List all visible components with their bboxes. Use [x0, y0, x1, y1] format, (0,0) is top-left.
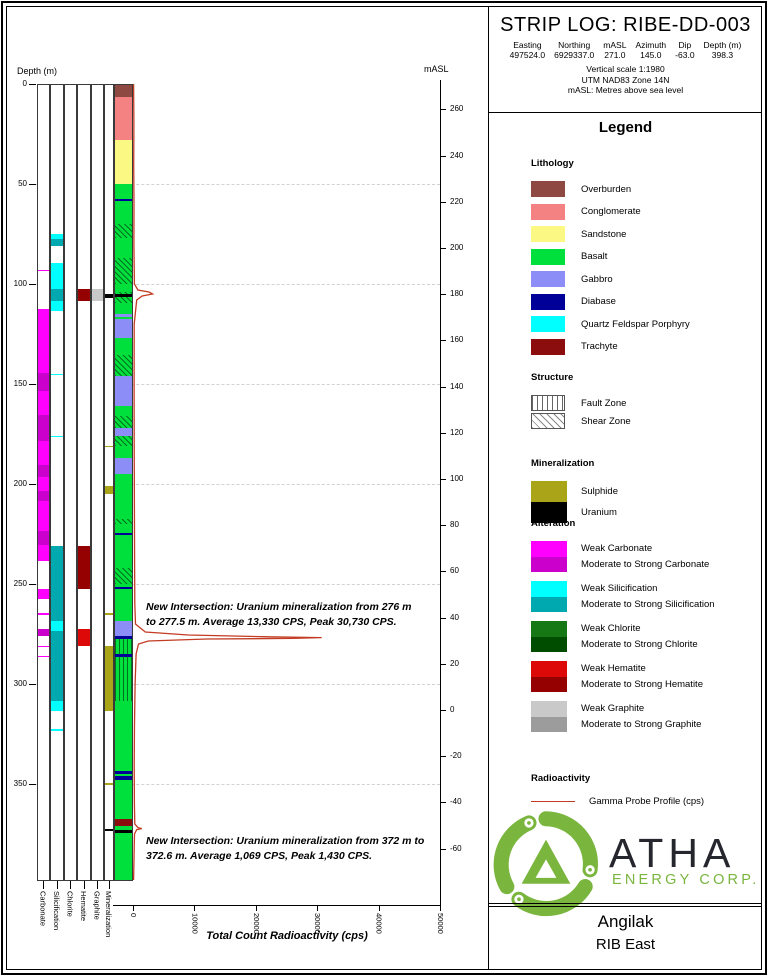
lithology-interval-basalt: [115, 284, 133, 292]
depth-tick: [29, 684, 36, 685]
lithology-interval-overburden: [115, 85, 133, 97]
column-label: Chlorite: [65, 891, 75, 917]
lithology-interval-basalt: [115, 238, 133, 258]
depth-tick-label: 350: [13, 779, 27, 788]
lithology-interval-basalt: [115, 657, 133, 701]
column-tick: [70, 881, 71, 889]
lithology-interval-basalt: [115, 224, 133, 238]
lithology-interval-basalt: [115, 303, 133, 314]
lithology-interval-gabbro: [115, 319, 133, 338]
collar-field: Easting 497524.0: [509, 40, 546, 60]
lithology-interval-basalt: [115, 184, 133, 199]
carbonate-interval: [38, 613, 50, 615]
legend-item-label: Gabbro: [581, 273, 613, 285]
lithology-interval-basalt: [115, 701, 133, 771]
area-name: RIB East: [595, 936, 656, 953]
masl-tick-label: 220: [450, 196, 464, 206]
footer-divider-1: [489, 903, 762, 904]
page-title: STRIP LOG: RIBE-DD-003: [500, 14, 751, 36]
column-tick: [43, 881, 44, 889]
x-tick: [133, 905, 134, 911]
legend-mineralization-section: [531, 458, 756, 523]
legend-item-label: Basalt: [581, 251, 608, 262]
masl-tick: [440, 664, 446, 665]
lithology-interval-basalt: [115, 436, 133, 446]
hematite-interval: [78, 289, 90, 301]
depth-tick-label: 50: [18, 179, 27, 188]
lithology-interval-basalt: [115, 416, 133, 428]
masl-tick: [440, 618, 446, 619]
x-tick-label: 30000: [313, 913, 323, 934]
x-tick: [379, 905, 380, 911]
lithology-heading: Lithology: [531, 158, 574, 169]
depth-tick: [29, 784, 36, 785]
masl-tick: [440, 202, 446, 203]
silicification-interval: [51, 621, 63, 631]
legend-item: [531, 316, 756, 332]
mineralization-interval: [105, 783, 113, 785]
masl-tick-label: 80: [450, 520, 459, 530]
intersection-annotation: New Intersection: Uranium mineralization from 372 m to 372.6 m. Average 1,069 CPS, Peak 1,430 CPS.: [146, 835, 425, 862]
radioactivity-heading: Radioactivity: [531, 773, 591, 784]
atha-logo-icon: [483, 806, 609, 922]
x-tick-label: 10000: [190, 913, 200, 934]
masl-tick: [440, 571, 446, 572]
carbonate-interval: [38, 501, 50, 531]
lithology-interval-basalt: [115, 446, 133, 458]
depth-tick-label: 100: [13, 279, 27, 288]
masl-tick-label: -40: [450, 797, 462, 807]
masl-tick: [440, 710, 446, 711]
carbonate-interval: [38, 270, 50, 271]
legend-item: [531, 339, 756, 355]
gamma-line-sample: [531, 801, 575, 802]
legend-item-label: Trachyte: [581, 341, 618, 352]
structure-heading: Structure: [531, 372, 574, 383]
depth-tick-label: 150: [13, 379, 27, 388]
lithology-interval-gabbro: [115, 428, 133, 436]
carbonate-interval: [38, 491, 50, 501]
legend-item-label: Fault Zone: [581, 397, 627, 409]
masl-tick: [440, 340, 446, 341]
column-label: Carbonate: [38, 891, 48, 927]
legend-structure-section: [531, 372, 756, 431]
carbonate-interval: [38, 646, 50, 648]
depth-tick-label: 0: [22, 79, 27, 88]
lithology-interval-gabbro: [115, 621, 133, 636]
legend-swatch: [531, 413, 565, 429]
masl-axis-line: [440, 80, 441, 905]
lithology-interval-basalt: [115, 406, 133, 416]
masl-tick-label: 240: [450, 150, 464, 160]
carbonate-interval: [38, 415, 50, 441]
lithology-interval-sandstone: [115, 140, 133, 184]
silicification-interval: [51, 374, 63, 376]
legend-swatch: [531, 316, 565, 332]
column-hematite: [77, 84, 91, 881]
column-silicification: [50, 84, 64, 881]
silicification-interval: [51, 263, 63, 289]
column-tick: [109, 881, 110, 889]
silicification-interval: [51, 729, 63, 731]
masl-tick: [440, 248, 446, 249]
masl-tick: [440, 525, 446, 526]
mineralization-interval: [105, 446, 113, 447]
mineralization-interval: [105, 613, 113, 615]
legend-item: [531, 226, 756, 242]
masl-tick-label: 160: [450, 335, 464, 345]
silicification-interval: [51, 701, 63, 711]
lithology-interval-basalt: [115, 639, 133, 654]
lithology-interval-basalt: [115, 568, 133, 584]
column-tick: [84, 881, 85, 889]
lithology-interval-basalt: [115, 338, 133, 355]
depth-tick-label: 300: [13, 679, 27, 688]
legend-item: [531, 204, 756, 220]
x-tick: [440, 905, 441, 911]
masl-tick: [440, 802, 446, 803]
x-tick: [256, 905, 257, 911]
lithology-interval-basalt: [115, 833, 133, 881]
lithology-column: [114, 84, 134, 881]
legend-swatch: [531, 181, 565, 197]
mineralization-interval: [105, 486, 113, 494]
legend-item-label: Conglomerate: [581, 206, 641, 217]
mineralization-interval: [105, 829, 113, 831]
masl-tick-label: 120: [450, 427, 464, 437]
collar-field: Northing 6929337.0: [554, 40, 595, 60]
legend-swatch: [531, 395, 565, 411]
lithology-interval-basalt: [115, 355, 133, 376]
lithology-interval-basalt: [115, 780, 133, 819]
depth-axis-label: Depth (m): [17, 66, 58, 76]
x-tick-label: 20000: [251, 913, 261, 934]
legend-lithology-section: [531, 158, 756, 361]
masl-tick: [440, 479, 446, 480]
carbonate-interval: [38, 629, 50, 636]
legend-item: [531, 181, 756, 197]
legend-item-label: Overburden: [581, 183, 632, 195]
masl-tick: [440, 109, 446, 110]
legend-item: [531, 395, 756, 411]
lithology-interval-basalt: [115, 589, 133, 621]
carbonate-interval: [38, 589, 50, 599]
carbonate-interval: [38, 477, 50, 491]
depth-tick: [29, 84, 36, 85]
masl-tick-label: -20: [450, 751, 462, 761]
brand-name: ATHA: [609, 830, 736, 876]
x-tick-label: 50000: [436, 913, 445, 934]
carbonate-interval: [38, 309, 50, 373]
column-mineralization: [104, 84, 114, 881]
carbonate-interval: [38, 391, 50, 415]
alteration-legend-group: Weak Graphite Moderate to Strong Graphite: [531, 701, 756, 732]
masl-tick-label: 200: [450, 243, 464, 252]
carbonate-interval: [38, 656, 50, 658]
legend-swatch: [531, 271, 565, 287]
scale-note: UTM NAD83 Zone 14N: [581, 74, 670, 85]
legend-swatch: [531, 294, 565, 310]
lithology-interval-basalt: [115, 535, 133, 568]
lithology-interval-gabbro: [115, 376, 133, 406]
lithology-interval-conglomerate: [115, 97, 133, 140]
column-label: Silicification: [51, 891, 61, 931]
lithology-interval-basalt: [115, 258, 133, 284]
depth-tick: [29, 584, 36, 585]
lithology-interval-basalt: [115, 524, 133, 533]
legend-item-label: Quartz Feldspar Porphyry: [581, 318, 690, 330]
silicification-interval: [51, 546, 63, 621]
column-chlorite: [64, 84, 78, 881]
lithology-interval-basalt: [115, 474, 133, 519]
collar-info-table: [489, 40, 762, 60]
scale-note: Vertical scale 1:1980: [586, 64, 665, 74]
carbonate-interval: [38, 545, 50, 561]
alteration-heading: Alteration: [531, 518, 576, 529]
x-axis-line: [113, 905, 440, 906]
column-label: Mineralization: [103, 891, 113, 938]
gamma-line-label: Gamma Probe Profile (cps): [589, 796, 705, 807]
intersection-annotation: New Intersection: Uranium mineralization from 276 m to 277.5 m. Average 13,330 CPS, Peak 30,730 CPS.: [146, 601, 412, 628]
silicification-interval: [51, 631, 63, 701]
legend-item: [531, 413, 756, 429]
scale-notes: [489, 64, 762, 96]
legend-swatch: [531, 481, 567, 502]
x-tick: [317, 905, 318, 911]
carbonate-interval: [38, 373, 50, 391]
silicification-interval: [51, 289, 63, 301]
column-label: Graphite: [92, 891, 102, 920]
masl-tick: [440, 433, 446, 434]
lithology-interval-trachyte: [115, 819, 133, 826]
header-divider: [489, 112, 762, 113]
depth-tick-label: 250: [13, 579, 27, 588]
masl-tick-label: 260: [450, 104, 464, 114]
carbonate-interval: [38, 465, 50, 477]
legend-swatch: [531, 339, 565, 355]
depth-tick: [29, 184, 36, 185]
graphite-interval: [92, 289, 104, 301]
masl-tick-label: 20: [450, 658, 459, 668]
column-graphite: [91, 84, 105, 881]
masl-tick-label: 140: [450, 381, 464, 391]
scale-note: mASL: Metres above sea level: [567, 85, 684, 95]
masl-tick-label: -60: [450, 843, 462, 853]
right-panel: [488, 6, 762, 970]
legend-swatch: [531, 204, 565, 220]
masl-tick: [440, 387, 446, 388]
collar-field: Depth (m) 398.3: [703, 40, 742, 60]
collar-field: Azimuth 145.0: [635, 40, 667, 60]
masl-tick-label: 40: [450, 612, 459, 622]
legend-title: Legend: [598, 119, 653, 136]
depth-tick-label: 200: [13, 479, 27, 488]
x-tick-label: 0: [129, 913, 138, 918]
legend-swatch: [531, 249, 565, 265]
legend-swatch: [531, 226, 565, 242]
legend-item: Uranium: [531, 502, 756, 523]
hematite-interval: [78, 546, 90, 589]
carbonate-interval: [38, 441, 50, 465]
masl-tick-label: 100: [450, 474, 464, 483]
legend-item: [531, 249, 756, 265]
brand-subtitle: ENERGY CORP.: [612, 872, 760, 888]
x-tick: [194, 905, 195, 911]
masl-tick: [440, 849, 446, 850]
column-carbonate: [37, 84, 51, 881]
legend-item: Sulphide: [531, 481, 756, 502]
silicification-interval: [51, 436, 63, 438]
silicification-interval: [51, 239, 63, 246]
collar-field: mASL 271.0: [603, 40, 627, 60]
project-name: Angilak: [597, 912, 654, 931]
masl-tick-label: 60: [450, 566, 459, 576]
column-label: Hematite: [78, 891, 88, 922]
depth-tick: [29, 284, 36, 285]
silicification-interval: [51, 301, 63, 311]
masl-tick: [440, 156, 446, 157]
legend-item: [531, 294, 756, 310]
mineralization-interval: [105, 646, 113, 711]
x-tick-label: 40000: [374, 913, 384, 934]
column-tick: [97, 881, 98, 889]
alteration-legend-group: Weak Hematite Moderate to Strong Hematite: [531, 661, 756, 692]
lithology-interval-gabbro: [115, 458, 133, 474]
legend-item-label: Diabase: [581, 296, 616, 307]
depth-tick: [29, 384, 36, 385]
hematite-interval: [78, 629, 90, 646]
column-tick: [57, 881, 58, 889]
legend-item: [531, 271, 756, 287]
legend-item-label: Sandstone: [581, 228, 627, 240]
footer-divider-2: [489, 906, 762, 907]
collar-field: Dip -63.0: [675, 40, 695, 60]
masl-tick-label: 180: [450, 289, 464, 299]
mineralization-interval: [105, 294, 113, 298]
alteration-legend-group: Weak Chlorite Moderate to Strong Chlorite: [531, 621, 756, 652]
carbonate-interval: [38, 531, 50, 545]
lithology-interval-basalt: [115, 201, 133, 224]
alteration-legend-group: Weak Carbonate Moderate to Strong Carbonate: [531, 541, 756, 572]
depth-tick: [29, 484, 36, 485]
x-axis-title: Total Count Radioactivity (cps): [206, 930, 368, 942]
masl-tick: [440, 756, 446, 757]
legend-alteration-section: [531, 518, 756, 741]
legend-item-label: Shear Zone: [581, 415, 631, 427]
mineralization-heading: Mineralization: [531, 458, 595, 469]
masl-tick-label: 0: [450, 705, 455, 714]
masl-tick: [440, 294, 446, 295]
alteration-legend-group: Weak Silicification Moderate to Strong Silicification: [531, 581, 756, 612]
masl-axis-label: mASL: [424, 64, 449, 74]
